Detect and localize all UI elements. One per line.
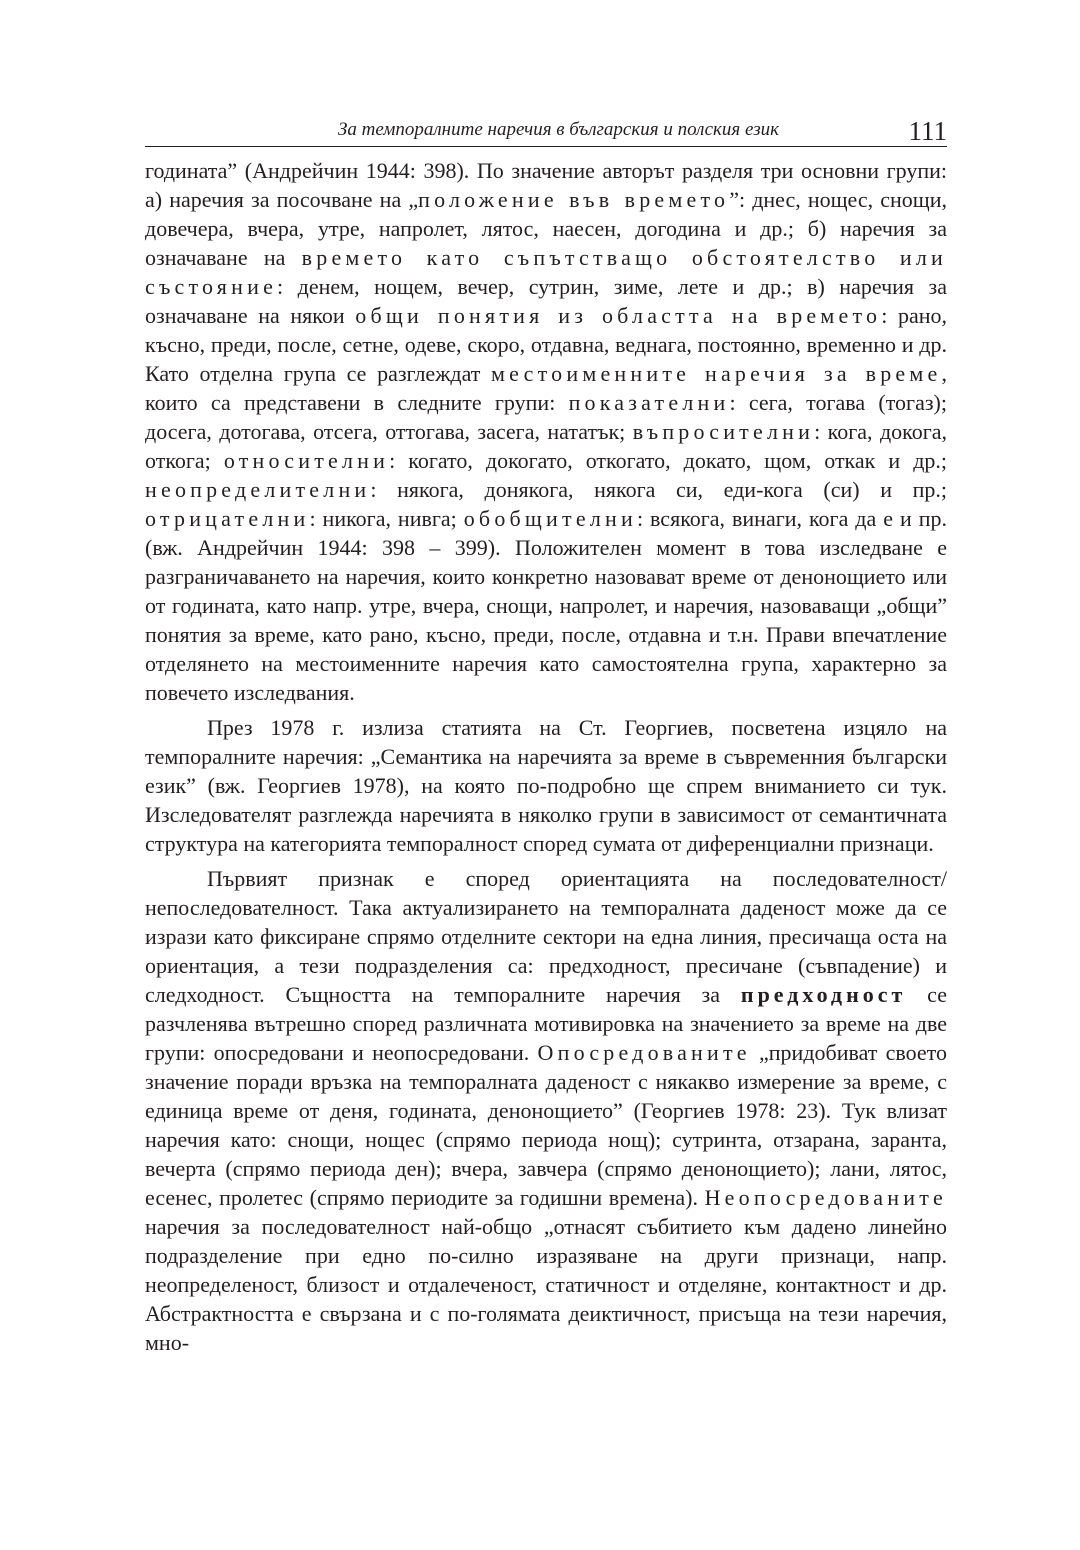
text-run: показателни <box>568 390 730 415</box>
text-run: вчера <box>422 593 475 618</box>
text-run: : когато, докогато, откогато, докато, щом, откак <box>389 448 876 473</box>
text-run: късно <box>425 622 481 647</box>
text-run: През 1978 г. излиза статията на Ст. Георгиев, посветена изцяло на темпоралните наречия: „Семантика на наречията за време в съвременния български език” (вж. Георгиев 1978), на която по-подробно ще спрем вниманието си тук. Изследователят разглежда наречията в няколко групи в зависимост от семантичната структура на категорията темпоралност според сумата от диференциални признаци. <box>145 715 947 856</box>
text-run: , и наречия, назоваващи „общи” понятия за време, като <box>145 593 947 647</box>
text-run: , <box>410 593 423 618</box>
text-run: : <box>309 506 323 531</box>
text-run: никога, нивга; <box>322 506 457 531</box>
text-run: и др.; <box>875 448 947 473</box>
text-run: времето като съпътстващо обстоятелство или състояние <box>145 245 947 299</box>
text-run: , <box>474 593 487 618</box>
text-run: относителни <box>223 448 390 473</box>
text-run: предходност <box>740 982 907 1007</box>
text-run: отдавна <box>628 622 702 647</box>
text-run: (спрямо периода нощ); <box>424 1127 673 1152</box>
text-run: : <box>370 477 398 502</box>
text-run: : <box>277 274 298 299</box>
text-run: кога, докога, откога; <box>145 419 948 473</box>
text-run: , <box>480 622 494 647</box>
text-run: днес, нощес, снощи, довечера, вчера, утре, напролет, лятос, наесен, догодина <box>145 187 947 241</box>
text-run: всякога, винаги, кога да е <box>650 506 894 531</box>
paragraph-1 <box>145 156 947 707</box>
body-text <box>145 156 947 1357</box>
text-run: неопределителни <box>145 477 371 502</box>
text-run: Неопосредованите <box>704 1185 947 1210</box>
text-run: вчера, завчера <box>451 1156 588 1181</box>
text-run: , които са представени в следните групи: <box>145 361 947 415</box>
text-run: местоименните наречия за време <box>491 361 942 386</box>
text-run: въпросителни <box>632 419 815 444</box>
text-run: сутринта, отзарана, заранта, вечерта <box>145 1127 947 1181</box>
text-run: напролет <box>559 593 644 618</box>
text-run: и др. Абстрактността е свързана и с по-голямата деиктичност, присъща на тези наречия, мно- <box>145 1272 947 1355</box>
text-run: , <box>548 622 562 647</box>
text-run: обобщителни <box>463 506 637 531</box>
text-run: ; <box>619 419 633 444</box>
text-run: последователност/ непоследователност <box>145 866 947 920</box>
text-run: и т.н. Прави впечатление отделянето на местоименните наречия като самостоятелна група, характерно за повечето изследвания. <box>145 622 948 705</box>
text-run: Опосредованите <box>537 1040 751 1065</box>
text-run: снощи <box>486 593 548 618</box>
text-run: после <box>561 622 616 647</box>
text-run: : <box>881 303 898 328</box>
text-run: ”: <box>729 187 753 212</box>
text-run: общи понятия из областта на времето <box>355 303 882 328</box>
paragraph-3 <box>145 864 947 1357</box>
text-run: годината” (Андрейчин 1944: 398). По значение авторът разделя три основни групи: а) наречия за посочване на „ <box>145 158 947 212</box>
text-run: и пр.; <box>859 477 947 502</box>
text-run: (спрямо денонощието); <box>587 1156 831 1181</box>
text-run: : <box>636 506 651 531</box>
text-run: и др.; в) наречия за означаване на някои <box>145 274 947 328</box>
text-run <box>457 506 464 531</box>
text-run: , <box>615 622 629 647</box>
text-run: отрицателни <box>145 506 310 531</box>
paragraph-2 <box>145 713 947 858</box>
text-run: положение във времето <box>418 187 730 212</box>
text-run <box>211 448 224 473</box>
text-run: и др.; б) наречия за означаване на <box>145 216 948 270</box>
running-header-title: За темпоралните наречия в българския и полския език <box>337 119 779 140</box>
text-run: някога, донякога, някога си, еди-кога (си) <box>397 477 860 502</box>
page-number: 111 <box>908 116 947 146</box>
text-run: Първият признак е според ориентацията на <box>207 866 773 891</box>
text-run: , <box>413 622 426 647</box>
text-run: лани, лятос, есенес, пролетес <box>145 1156 948 1210</box>
text-run: денем, нощем, вечер, сутрин, зиме, лете <box>297 274 718 299</box>
text-run: и др. Като отделна група се разглеждат <box>145 332 948 386</box>
text-run: утре <box>369 593 411 618</box>
text-run: сега, тогава (тогаз); досега, дотогава, отсега, оттогава, засега, нататък <box>145 390 947 444</box>
text-run: и пр. (вж. Андрейчин 1944: 398 – 399). Положителен момент в това изследване е разграничаването на наречия, които конкретно назовават време от денонощието или от годината, като напр. <box>145 506 947 618</box>
running-header <box>145 112 947 147</box>
text-run: се разчленява вътрешно според различната мотивировка на значението за време на две групи: опосредовани и неопосредовани. <box>145 982 947 1065</box>
text-run: . Така актуализирането на темпоралната даденост може да се изрази като фиксиране спрямо отделните сектори на една линия, пресичаща оста на ориентация, а тези подразделения са: предходност, пресичане (съвпадение) и следходност. Същността на темпоралните наречия за <box>145 895 947 1007</box>
text-run: : <box>814 419 828 444</box>
text-run: (спрямо периодите за годишни времена). <box>303 1185 705 1210</box>
text-run: „придобиват своето значение поради връзка на темпоралната даденост с някакво измерение за време, с единица време от деня, годината, денонощието” (Георгиев 1978: 23). Тук влизат наречия като: <box>145 1040 947 1152</box>
text-run: рано <box>369 622 414 647</box>
text-run: (спрямо периода ден); <box>215 1156 452 1181</box>
text-run: рано, късно, преди, после, сетне, одеве, скоро, отдавна, веднага, постоянно, временно <box>145 303 947 357</box>
text-run: , <box>547 593 560 618</box>
text-run: : <box>729 390 749 415</box>
text-run: преди <box>493 622 549 647</box>
text-run: снощи, нощес <box>287 1127 425 1152</box>
text-run: наречия за последователност най-общо „отнасят събитието към дадено линейно подразделение при едно по-силно изразяване на други признаци, напр. <box>145 1214 947 1268</box>
text-run: неопределеност, близост и отдалеченост, статичност и отделяне, контактност <box>145 1272 891 1297</box>
